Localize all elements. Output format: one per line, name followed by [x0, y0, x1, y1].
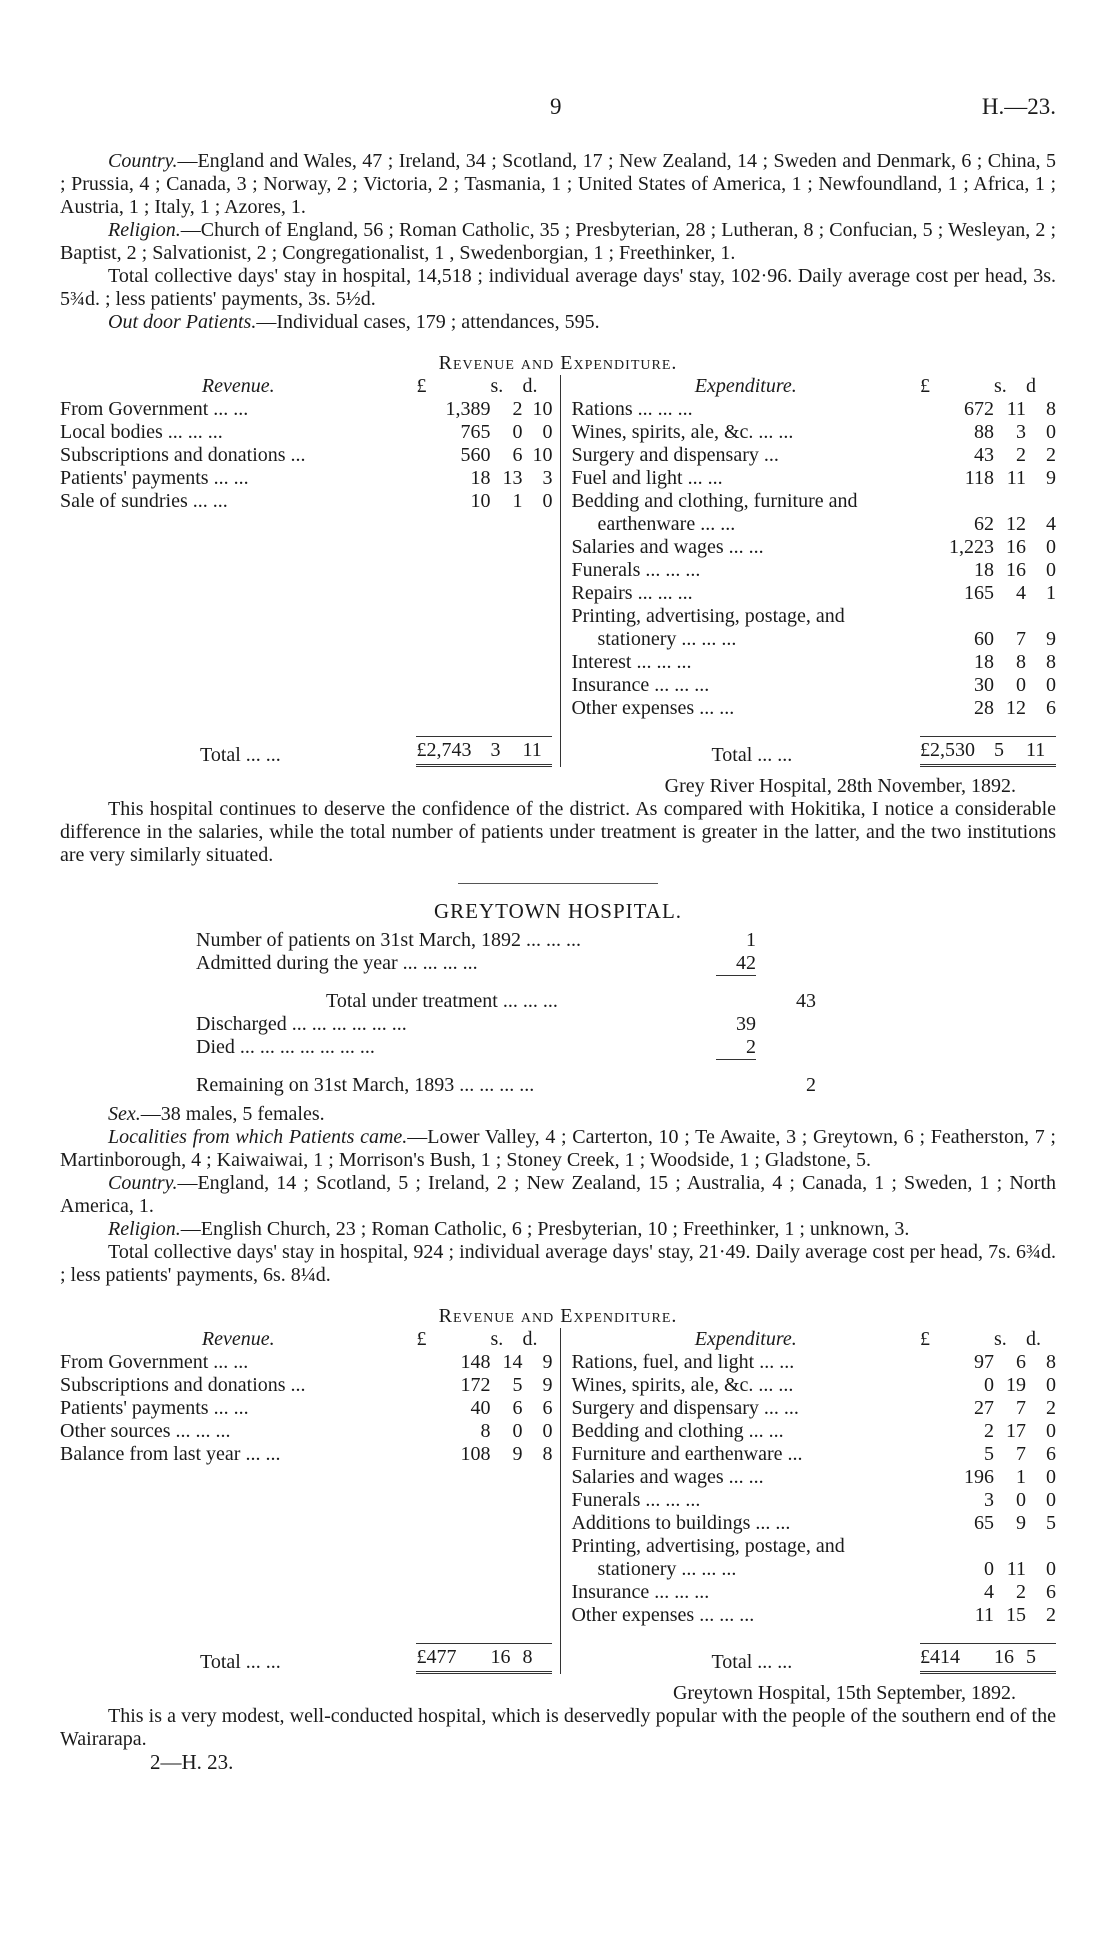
stats-total [756, 952, 816, 976]
row-label: Local bodies ... ... ... [60, 421, 223, 443]
pence-cell: 6 [542, 1397, 553, 1419]
stats-total [756, 1013, 816, 1036]
row-label: Interest ... ... ... [571, 651, 692, 673]
table2-signature: Greytown Hospital, 15th September, 1892. [672, 1682, 1016, 1704]
shillings-cell: 19 [1006, 1374, 1026, 1396]
pounds-cell: 672 [964, 398, 994, 420]
table1-expenditure-total: Total ... ... £2,530 5 11 [571, 736, 1056, 767]
shillings-cell: 0 [1016, 1489, 1026, 1511]
stats-row [196, 1074, 816, 1097]
stats-value [716, 1074, 756, 1097]
greytown-stay-paragraph: Total collective days' stay in hospital, 924 ; individual average days' stay, 21·49. Daily average cost per head, 7s. 6¾d. ; less patients' payments, 6s. 8¼d. [60, 1241, 1056, 1286]
table2-revenue: Revenue. £ s. d. From Government ... ... 148 14 9 Subscriptions and donations ... 172 5 9 Patients' payments ... ... 40 6 6 Other sources ... ... ... 8 0 0 Balance from last year ... ... 108 9 8 Total ... ... £477 16 8 [60, 1328, 561, 1674]
row-label: Funerals ... ... ... [571, 1489, 701, 1511]
table2-expenditure: Expenditure. £ s. d. Rations, fuel, and light ... ... 97 6 8 Wines, spirits, ale, &c. ... ... 0 19 0 Surgery and dispensary ... ... 27 7 2 Bedding and clothing ... ... 2 17 0 Furniture and earthenware ... 5 7 6 Salaries and wages ... ... 196 1 0 Funerals ... ... ... 3 0 0 Additions to buildings ... ... 65 9 5 Printing, advertising, postage, and stationery ... ... ... 0 11 0 Insurance ... ... ... 4 2 6 Other expenses ... ... ... 11 15 2 Total ... ... £414 16 5 [571, 1328, 1056, 1673]
shillings-cell: 1 [512, 490, 523, 512]
pounds-cell: 30 [974, 674, 994, 696]
table2-revenue-rows [60, 1351, 552, 1466]
pence-cell: 0 [1046, 1374, 1056, 1396]
shillings-cell: 17 [1006, 1420, 1026, 1442]
pounds-cell: 1,223 [949, 536, 994, 558]
shillings-cell: 9 [512, 1443, 523, 1465]
page-number: 9 [550, 94, 562, 119]
stats-value: 2 [716, 1036, 756, 1060]
stats-label: Discharged ... ... ... ... ... ... [196, 1013, 407, 1035]
section-divider [458, 883, 658, 884]
stats-value: 42 [716, 952, 756, 976]
stats-row [196, 1013, 816, 1036]
row-label: Rations ... ... ... [571, 398, 693, 420]
shillings-cell: 4 [1016, 582, 1026, 604]
table-row [60, 1443, 552, 1466]
pounds-cell: 196 [964, 1466, 994, 1488]
table-row [60, 1397, 552, 1420]
table-row [571, 1558, 1056, 1581]
pounds-cell: 40 [470, 1397, 491, 1419]
pounds-cell: 88 [974, 421, 994, 443]
pounds-cell: 172 [460, 1374, 491, 1396]
table-row [571, 1397, 1056, 1420]
row-label: Bedding and clothing, furniture and [571, 490, 858, 512]
row-label: Printing, advertising, postage, and [571, 1535, 845, 1557]
pounds-cell: 4 [984, 1581, 994, 1603]
greytown-title: GREYTOWN HOSPITAL. [433, 899, 683, 923]
pence-cell: 2 [1046, 1397, 1056, 1419]
row-label: From Government ... ... [60, 398, 249, 420]
shillings-cell: 6 [512, 444, 523, 466]
shillings-cell: 13 [502, 467, 523, 489]
table-row [60, 1420, 552, 1443]
pounds-cell: 65 [974, 1512, 994, 1534]
table-row [60, 421, 552, 444]
pence-cell: 9 [542, 1351, 553, 1373]
table-row [571, 605, 1056, 628]
pence-cell: 0 [1046, 674, 1056, 696]
pounds-cell: 60 [974, 628, 994, 650]
table-row [571, 1489, 1056, 1512]
row-label: Patients' payments ... ... [60, 467, 249, 489]
shillings-cell: 12 [1006, 513, 1026, 535]
table1-signature: Grey River Hospital, 28th November, 1892. [664, 775, 1016, 797]
row-label: Wines, spirits, ale, &c. ... ... [571, 421, 794, 443]
stats-total: 43 [796, 990, 816, 1012]
document-id: H.—23. [981, 94, 1056, 119]
table1-expenditure-heading: Expenditure. [694, 375, 797, 397]
table-row [60, 1374, 552, 1397]
row-label: Sale of sundries ... ... [60, 490, 228, 512]
shillings-cell: 14 [502, 1351, 523, 1373]
table2-expenditure-heading: Expenditure. [694, 1328, 797, 1350]
shillings-cell: 11 [1006, 1558, 1026, 1580]
stay-paragraph: Total collective days' stay in hospital, 14,518 ; individual average days' stay, 102·96. Daily average cost per head, 3s. 5¾d. ; less patients' payments, 3s. 5½d. [60, 265, 1056, 310]
table-row [60, 398, 552, 421]
footer-signature: 2—H. 23. [150, 1750, 234, 1774]
row-label: Furniture and earthenware ... [571, 1443, 803, 1465]
table-row [571, 1443, 1056, 1466]
table2-expenditure-total: Total ... ... £414 16 5 [571, 1643, 1056, 1674]
pence-cell: 6 [1046, 1443, 1056, 1465]
table-row [60, 1351, 552, 1374]
table1-caption: Revenue and Expenditure. [438, 352, 678, 374]
shillings-cell: 7 [1016, 1397, 1026, 1419]
pence-cell: 6 [1046, 697, 1056, 719]
localities-paragraph: Localities from which Patients came.—Lower Valley, 4 ; Carterton, 10 ; Te Awaite, 3 ; Greytown, 6 ; Featherston, 7 ; Martinborough, 4 ; Kaiwaiwai, 1 ; Morrison's Bush, 1 ; Stoney Creek, 1 ; Woodside, 1 ; Gladstone, 5. [60, 1126, 1056, 1171]
row-label: From Government ... ... [60, 1351, 249, 1373]
stats-label: Remaining on 31st March, 1893 ... ... ... ... [196, 1074, 535, 1096]
shillings-cell: 16 [1006, 536, 1026, 558]
stats-label: Number of patients on 31st March, 1892 ... ... ... [196, 929, 581, 951]
table-row [571, 1512, 1056, 1535]
pence-cell: 0 [542, 490, 553, 512]
remark-paragraph-2: This is a very modest, well-conducted hospital, which is deservedly popular with the people of the southern end of the Wairarapa. [60, 1705, 1056, 1750]
pence-cell: 8 [1046, 398, 1056, 420]
pounds-cell: 18 [974, 559, 994, 581]
pounds-cell: 18 [470, 467, 491, 489]
pounds-cell: 10 [470, 490, 491, 512]
pence-cell: 8 [1046, 651, 1056, 673]
shillings-cell: 7 [1016, 628, 1026, 650]
table-row [571, 1581, 1056, 1604]
pounds-cell: 765 [460, 421, 491, 443]
shillings-cell: 3 [1016, 421, 1026, 443]
country-paragraph: Country.—England and Wales, 47 ; Ireland, 34 ; Scotland, 17 ; New Zealand, 14 ; Sweden and Denmark, 6 ; China, 5 ; Prussia, 4 ; Canada, 3 ; Norway, 2 ; Victoria, 2 ; Tasmania, 1 ; United States of America, 1 ; Newfoundland, 1 ; Africa, 1 ; Austria, 1 ; Italy, 1 ; Azores, 1. [60, 150, 1056, 218]
pounds-cell: 2 [984, 1420, 994, 1442]
table1-revenue-heading: Revenue. [201, 375, 275, 397]
pence-cell: 5 [1046, 1512, 1056, 1534]
table-row [571, 421, 1056, 444]
pence-cell: 10 [532, 444, 553, 466]
shillings-cell: 16 [1006, 559, 1026, 581]
table-row [571, 536, 1056, 559]
row-label: Subscriptions and donations ... [60, 444, 306, 466]
row-label: Insurance ... ... ... [571, 674, 710, 696]
row-label: Patients' payments ... ... [60, 1397, 249, 1419]
table1 [60, 375, 1056, 767]
table1-revenue: Revenue. £ s. d. From Government ... ... 1,389 2 10 Local bodies ... ... ... 765 0 0 Subscriptions and donations ... 560 6 10 Patients' payments ... ... 18 13 3 Sale of sundries ... ... 10 1 0 Total ... ... £2,743 3 11 [60, 375, 561, 767]
pounds-cell: 165 [964, 582, 994, 604]
row-label: Salaries and wages ... ... [571, 1466, 764, 1488]
shillings-cell: 6 [512, 1397, 523, 1419]
stats-label: Died ... ... ... ... ... ... ... [196, 1036, 375, 1058]
row-label: Other expenses ... ... [571, 697, 735, 719]
table-row [571, 513, 1056, 536]
pence-cell: 2 [1046, 444, 1056, 466]
row-label: Additions to buildings ... ... [571, 1512, 791, 1534]
pence-cell: 9 [1046, 628, 1056, 650]
table2-expenditure-rows [571, 1351, 1056, 1627]
table-row [571, 697, 1056, 720]
table2 [60, 1328, 1056, 1674]
pence-cell: 0 [1046, 1558, 1056, 1580]
stats-label: Admitted during the year ... ... ... ... [196, 952, 478, 974]
table-row [571, 1466, 1056, 1489]
shillings-cell: 2 [512, 398, 523, 420]
table2-caption: Revenue and Expenditure. [438, 1305, 678, 1327]
table-row [571, 1535, 1056, 1558]
pence-cell: 0 [1046, 1489, 1056, 1511]
pence-cell: 9 [542, 1374, 553, 1396]
pence-cell: 0 [1046, 536, 1056, 558]
pounds-cell: 0 [984, 1374, 994, 1396]
shillings-cell: 12 [1006, 697, 1026, 719]
shillings-cell: 7 [1016, 1443, 1026, 1465]
table-row [60, 490, 552, 513]
stats-row [196, 1036, 816, 1060]
pounds-cell: 3 [984, 1489, 994, 1511]
greytown-country-paragraph: Country.—England, 14 ; Scotland, 5 ; Ireland, 2 ; New Zealand, 15 ; Australia, 4 ; Canada, 1 ; Sweden, 1 ; North America, 1. [60, 1172, 1056, 1217]
table-row [571, 444, 1056, 467]
row-label: Subscriptions and donations ... [60, 1374, 306, 1396]
stats-value: 39 [736, 1013, 756, 1035]
table-row [571, 1420, 1056, 1443]
pounds-cell: 18 [974, 651, 994, 673]
table1-expenditure-rows [571, 398, 1056, 720]
row-label: Surgery and dispensary ... ... [571, 1397, 799, 1419]
pounds-cell: 8 [480, 1420, 491, 1442]
pounds-cell: 27 [974, 1397, 994, 1419]
row-label: Other sources ... ... ... [60, 1420, 231, 1442]
table-row [571, 628, 1056, 651]
pounds-cell: 1,389 [445, 398, 491, 420]
table-row [60, 444, 552, 467]
pence-cell: 8 [1046, 1351, 1056, 1373]
row-label: stationery ... ... ... [597, 628, 737, 650]
row-label: Other expenses ... ... ... [571, 1604, 755, 1626]
row-label: Insurance ... ... ... [571, 1581, 710, 1603]
pence-cell: 8 [542, 1443, 553, 1465]
table-row [571, 1604, 1056, 1627]
pence-cell: 10 [532, 398, 553, 420]
pounds-cell: 0 [984, 1558, 994, 1580]
shillings-cell: 0 [512, 1420, 523, 1442]
table-row [571, 490, 1056, 513]
pounds-cell: 97 [974, 1351, 994, 1373]
row-label: Balance from last year ... ... [60, 1443, 281, 1465]
table-row [571, 582, 1056, 605]
row-label: Surgery and dispensary ... [571, 444, 779, 466]
row-label: Bedding and clothing ... ... [571, 1420, 784, 1442]
table1-expenditure: Expenditure. £ s. d Rations ... ... ... 672 11 8 Wines, spirits, ale, &c. ... ... 88 3 0 Surgery and dispensary ... 43 2 2 Fuel and light ... ... 118 11 9 Bedding and clothing, furniture and earthenware ... ... 62 12 4 Salaries and wages ... ... 1,223 16 0 Funerals ... ... ... 18 16 0 Repairs ... ... ... 165 4 1 Printing, advertising, postage, and stationery ... ... ... 60 7 9 Interest ... ... ... 18 8 8 Insurance ... ... ... 30 0 0 Other expenses ... ... 28 12 6 Total ... ... £2,530 5 11 [571, 375, 1056, 766]
table2-revenue-total: Total ... ... £477 16 8 [60, 1643, 552, 1674]
shillings-cell: 8 [1016, 651, 1026, 673]
greytown-stats [196, 929, 816, 1097]
shillings-cell: 15 [1006, 1604, 1026, 1626]
shillings-cell: 5 [512, 1374, 523, 1396]
row-label: earthenware ... ... [597, 513, 736, 535]
row-label: Funerals ... ... ... [571, 559, 701, 581]
stats-total: 2 [806, 1074, 816, 1096]
pence-cell: 0 [1046, 559, 1056, 581]
table-row [571, 398, 1056, 421]
shillings-cell: 11 [1006, 467, 1026, 489]
row-label: Printing, advertising, postage, and [571, 605, 845, 627]
remark-paragraph-1: This hospital continues to deserve the confidence of the district. As compared with Hokitika, I notice a considerable difference in the salaries, while the total number of patients under treatment is greater in the latter, and the two institutions are very similarly situated. [60, 798, 1056, 866]
table-row [60, 467, 552, 490]
greytown-religion-paragraph: Religion.—English Church, 23 ; Roman Catholic, 6 ; Presbyterian, 10 ; Freethinker, 1 ; unknown, 3. [108, 1218, 910, 1240]
pence-cell: 1 [1046, 582, 1056, 604]
shillings-cell: 9 [1016, 1512, 1026, 1534]
document-page [60, 0, 1056, 1774]
stats-value [716, 990, 756, 1013]
pounds-cell: 5 [984, 1443, 994, 1465]
pounds-cell: 560 [460, 444, 491, 466]
pounds-cell: 148 [460, 1351, 491, 1373]
shillings-cell: 0 [512, 421, 523, 443]
pounds-cell: 11 [974, 1604, 994, 1626]
table-row [571, 651, 1056, 674]
shillings-cell: 2 [1016, 1581, 1026, 1603]
religion-paragraph: Religion.—Church of England, 56 ; Roman Catholic, 35 ; Presbyterian, 28 ; Lutheran, 8 ; Confucian, 5 ; Wesleyan, 2 ; Baptist, 2 ; Salvationist, 2 ; Congregationalist, 1 , Swedenborgian, 1 ; Freethinker, 1. [60, 219, 1056, 264]
pence-cell: 3 [542, 467, 553, 489]
table-row [571, 559, 1056, 582]
pounds-cell: 108 [460, 1443, 491, 1465]
table1-revenue-total: Total ... ... £2,743 3 11 [60, 736, 552, 767]
stats-row [196, 952, 816, 976]
pence-cell: 0 [1046, 1420, 1056, 1442]
stats-row [196, 990, 816, 1013]
shillings-cell: 2 [1016, 444, 1026, 466]
sex-paragraph: Sex.—38 males, 5 females. [108, 1103, 325, 1125]
shillings-cell: 6 [1016, 1351, 1026, 1373]
stats-label: Total under treatment ... ... ... [326, 990, 558, 1012]
pence-cell: 2 [1046, 1604, 1056, 1626]
pence-cell: 9 [1046, 467, 1056, 489]
pounds-cell: 62 [974, 513, 994, 535]
row-label: Fuel and light ... ... [571, 467, 723, 489]
table2-revenue-heading: Revenue. [201, 1328, 275, 1350]
pounds-cell: 28 [974, 697, 994, 719]
row-label: stationery ... ... ... [597, 1558, 737, 1580]
pence-cell: 0 [542, 421, 553, 443]
page-header [60, 0, 1056, 119]
row-label: Salaries and wages ... ... [571, 536, 764, 558]
table1-revenue-rows [60, 398, 552, 513]
pence-cell: 0 [1046, 1466, 1056, 1488]
table-row [571, 1351, 1056, 1374]
table-row [571, 1374, 1056, 1397]
shillings-cell: 0 [1016, 674, 1026, 696]
shillings-cell: 1 [1016, 1466, 1026, 1488]
pence-cell: 6 [1046, 1581, 1056, 1603]
stats-total [756, 929, 816, 952]
table-row [571, 467, 1056, 490]
stats-total [756, 1036, 816, 1060]
outdoor-paragraph: Out door Patients.—Individual cases, 179 ; attendances, 595. [108, 311, 600, 333]
shillings-cell: 11 [1006, 398, 1026, 420]
row-label: Rations, fuel, and light ... ... [571, 1351, 795, 1373]
stats-value: 1 [746, 929, 756, 951]
pence-cell: 0 [542, 1420, 553, 1442]
row-label: Wines, spirits, ale, &c. ... ... [571, 1374, 794, 1396]
pence-cell: 0 [1046, 421, 1056, 443]
stats-row [196, 929, 816, 952]
pounds-cell: 43 [974, 444, 994, 466]
pence-cell: 4 [1046, 513, 1056, 535]
table-row [571, 674, 1056, 697]
row-label: Repairs ... ... ... [571, 582, 693, 604]
pounds-cell: 118 [964, 467, 994, 489]
